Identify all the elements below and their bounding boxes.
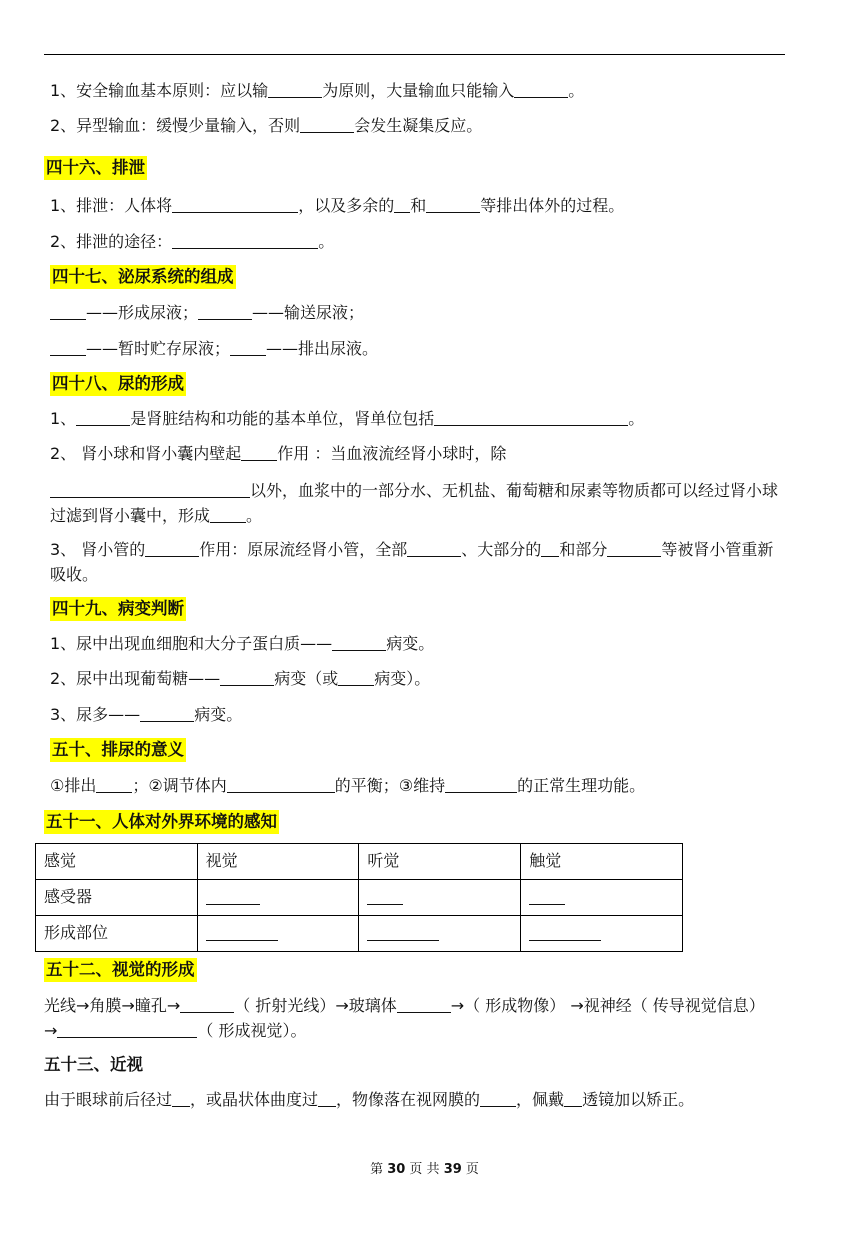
table-row bbox=[36, 880, 683, 916]
urinary-organs-line-1: ——形成尿液； ——输送尿液； bbox=[50, 302, 364, 324]
table-cell bbox=[359, 880, 521, 916]
section-51-title: 五十一、人体对外界环境的感知 bbox=[44, 810, 279, 834]
section-46-title: 四十六、排泄 bbox=[44, 156, 147, 180]
table-cell bbox=[521, 880, 683, 916]
section-48-title: 四十八、尿的形成 bbox=[50, 372, 186, 396]
section-52-title: 五十二、视觉的形成 bbox=[44, 958, 197, 982]
section-53-title: 五十三、近视 bbox=[44, 1055, 143, 1074]
header-rule bbox=[44, 54, 785, 55]
excretion-routes-line: 2、排泄的途径： 。 bbox=[50, 232, 335, 251]
table-row bbox=[36, 916, 683, 952]
sense-table bbox=[35, 843, 683, 952]
table-cell bbox=[521, 916, 683, 952]
page-footer: 第 30 页 共 39 页 bbox=[370, 1162, 479, 1177]
section-49-title: 四十九、病变判断 bbox=[50, 597, 186, 621]
section-50-title: 五十、排尿的意义 bbox=[50, 738, 186, 762]
lesion-line-2: 2、尿中出现葡萄糖—— 病变（或 病变）。 bbox=[50, 669, 431, 688]
table-cell bbox=[359, 916, 521, 952]
table-header-cell: 听觉 bbox=[359, 844, 521, 880]
table-header-cell: 视觉 bbox=[197, 844, 359, 880]
table-header-cell: 触觉 bbox=[521, 844, 683, 880]
table-header-cell: 感觉 bbox=[36, 844, 198, 880]
current-page-number: 30 bbox=[387, 1162, 406, 1177]
table-cell bbox=[197, 880, 359, 916]
table-row-label: 形成部位 bbox=[36, 916, 198, 952]
table-header-row bbox=[36, 844, 683, 880]
filtration-line-2: 以外，血浆中的一部分水、无机盐、葡萄糖和尿素等物质都可以经过肾小球过滤到肾小囊中，形成 。 bbox=[50, 481, 779, 525]
table-cell bbox=[197, 916, 359, 952]
table-row-label: 感受器 bbox=[36, 880, 198, 916]
filtration-line-1: 2、 肾小球和肾小囊内壁起 作用 ：当血液流经肾小球时，除 bbox=[50, 444, 507, 463]
urination-meaning-line: ①排出 ；②调节体内 的平衡；③维持 的正常生理功能。 bbox=[50, 776, 646, 795]
lesion-line-1: 1、尿中出现血细胞和大分子蛋白质—— 病变。 bbox=[50, 634, 435, 653]
myopia-line: 由于眼球前后径过 ，或晶状体曲度过 ，物像落在视网膜的 ，佩戴 透镜加以矫正。 bbox=[44, 1090, 695, 1109]
excretion-definition-line: 1、排泄：人体将 ，以及多余的 和 等排出体外的过程。 bbox=[50, 196, 625, 215]
lesion-line-3: 3、尿多—— 病变。 bbox=[50, 705, 243, 724]
heterotype-transfusion-line: 2、异型输血：缓慢少量输入，否则 会发生凝集反应。 bbox=[50, 116, 483, 135]
reabsorption-line: 3、 肾小管的 作用：原尿流经肾小管，全部 、大部分的 和部分 等被肾小管重新吸收。 bbox=[50, 540, 774, 584]
section-47-title: 四十七、泌尿系统的组成 bbox=[50, 265, 236, 289]
vision-pathway-text: 光线→角膜→瞳孔→ （ 折射光线）→玻璃体 →（ 形成物像） →视神经（ 传导视觉信息） → （ 形成视觉）。 bbox=[44, 996, 765, 1040]
urinary-organs-line-2: ——暂时贮存尿液； ——排出尿液。 bbox=[50, 338, 378, 360]
transfusion-principle-line: 1、安全输血基本原则：应以输 为原则，大量输血只能输入 。 bbox=[50, 81, 585, 100]
total-page-number: 39 bbox=[443, 1162, 462, 1177]
nephron-line: 1、 是肾脏结构和功能的基本单位，肾单位包括 。 bbox=[50, 409, 645, 428]
